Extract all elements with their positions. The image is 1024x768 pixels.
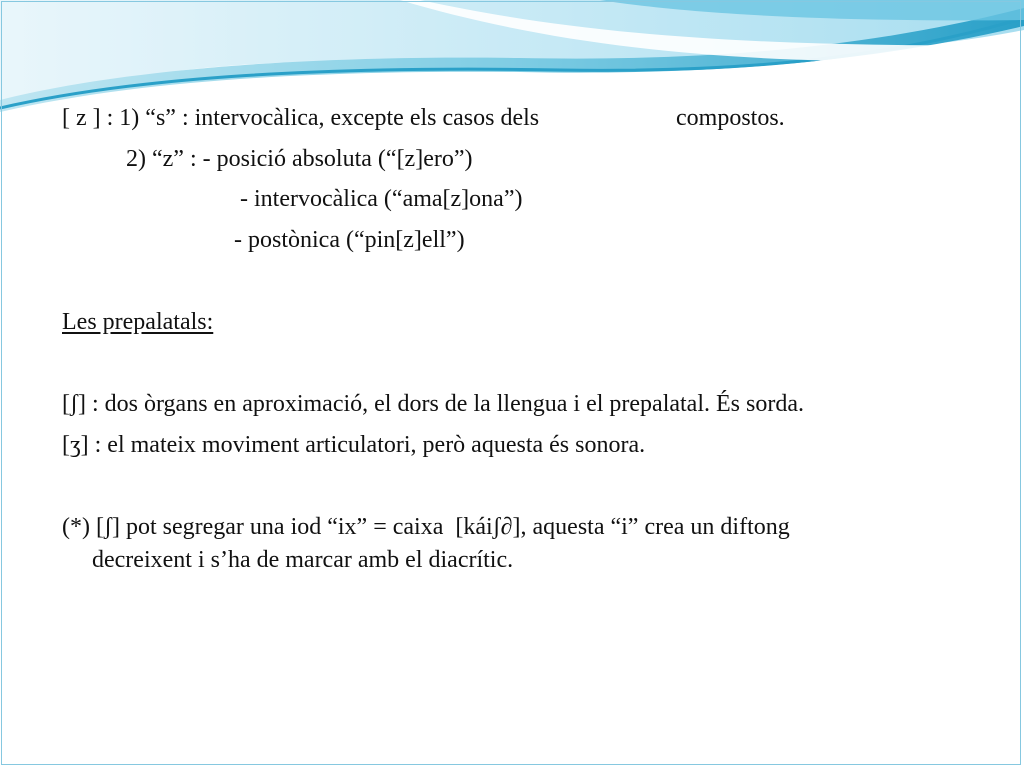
z-rule-1-tail: compostos. bbox=[676, 105, 785, 131]
note-line-1: (*) [ʃ] pot segregar una iod “ix” = caixa [káiʃ∂], aquesta “i” crea un diftong bbox=[62, 514, 790, 540]
sh-definition: [ʃ] : dos òrgans en aproximació, el dors de la llengua i el prepalatal. És sorda. bbox=[62, 391, 804, 417]
note-line-2: decreixent i s’ha de marcar amb el diacrític. bbox=[92, 547, 514, 573]
z-rule-2: 2) “z” : - posició absoluta (“[z]ero”) bbox=[126, 146, 473, 172]
z-rule-3: - intervocàlica (“ama[z]ona”) bbox=[240, 186, 523, 212]
z-rule-1: [ z ] : 1) “s” : intervocàlica, excepte els casos dels bbox=[62, 105, 540, 131]
zh-definition: [ʒ] : el mateix moviment articulatori, però aquesta és sonora. bbox=[62, 432, 646, 458]
z-rule-4: - postònica (“pin[z]ell”) bbox=[234, 227, 465, 253]
prepalatals-heading: Les prepalatals: bbox=[62, 309, 214, 335]
